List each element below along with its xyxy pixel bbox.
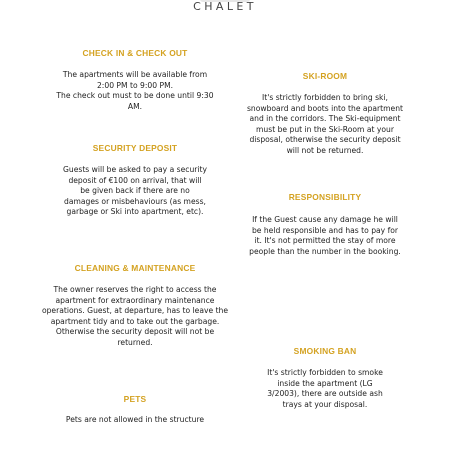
body-line: inside the apartment (LG xyxy=(277,378,373,388)
body-line: The apartments will be available from xyxy=(62,70,208,79)
body-line: trays at your disposal. xyxy=(282,399,368,409)
body-line: apartment for extraordinary maintenance xyxy=(55,295,215,305)
body-line: AM. xyxy=(127,101,143,111)
section-ski-room xyxy=(210,71,440,157)
body-line: snowboard and boots into the apartment xyxy=(246,103,404,113)
body-line: be held responsible and has to pay for xyxy=(251,225,399,235)
body-line: disposal, otherwise the security deposit xyxy=(249,135,401,145)
section-heading: PETS xyxy=(123,394,147,404)
body-line: Pets are not allowed in the structure xyxy=(65,415,205,424)
section-body xyxy=(210,368,440,410)
body-line: will not be returned. xyxy=(286,145,364,155)
section-heading: CLEANING & MAINTENANCE xyxy=(74,263,196,273)
body-line: The owner reserves the right to access the xyxy=(53,285,217,294)
section-body xyxy=(210,93,440,157)
section-body xyxy=(10,285,260,349)
body-line: If the Guest cause any damage he will xyxy=(252,215,398,224)
body-line: 3/2003), there are outside ash xyxy=(267,389,383,399)
body-line: Guests will be asked to pay a security xyxy=(63,165,207,174)
section-heading: SMOKING BAN xyxy=(293,346,357,356)
body-line: returned. xyxy=(117,337,153,347)
body-line: 2:00 PM to 9:00 PM. xyxy=(96,80,174,90)
section-heading: RESPONSIBILITY xyxy=(288,192,362,202)
body-line: It's strictly forbidden to smoke xyxy=(267,368,383,377)
body-line: must be put in the Ski-Room at your xyxy=(256,124,394,134)
body-line: Otherwise the security deposit will not be xyxy=(55,327,215,337)
body-line: damages or misbehaviours (as mess, xyxy=(64,196,206,206)
body-line: be given back if there are no xyxy=(80,186,190,196)
section-cleaning-maintenance xyxy=(10,263,260,349)
section-smoking-ban xyxy=(210,346,440,410)
brand-name: CHALET xyxy=(193,0,257,13)
section-body xyxy=(210,215,440,257)
body-line: It's strictly forbidden to bring ski, xyxy=(262,93,388,102)
body-line: it. It's not permitted the stay of more xyxy=(254,236,396,246)
body-line: operations. Guest, at departure, has to leave the xyxy=(41,306,229,316)
section-heading: CHECK IN & CHECK OUT xyxy=(82,48,188,58)
section-heading: SKI-ROOM xyxy=(302,71,348,81)
body-line: The check out must to be done until 9:30 xyxy=(56,91,214,101)
section-heading: SECURITY DEPOSIT xyxy=(92,143,178,153)
body-line: apartment tidy and to take out the garbage. xyxy=(50,316,220,326)
section-body xyxy=(10,415,260,426)
body-line: people than the number in the booking. xyxy=(249,246,401,256)
body-line: deposit of €100 on arrival, that will xyxy=(68,175,202,185)
body-line: and in the corridors. The Ski-equipment xyxy=(249,114,401,124)
body-line: garbage or Ski into apartment, etc). xyxy=(66,207,204,217)
section-responsibility xyxy=(210,192,440,257)
